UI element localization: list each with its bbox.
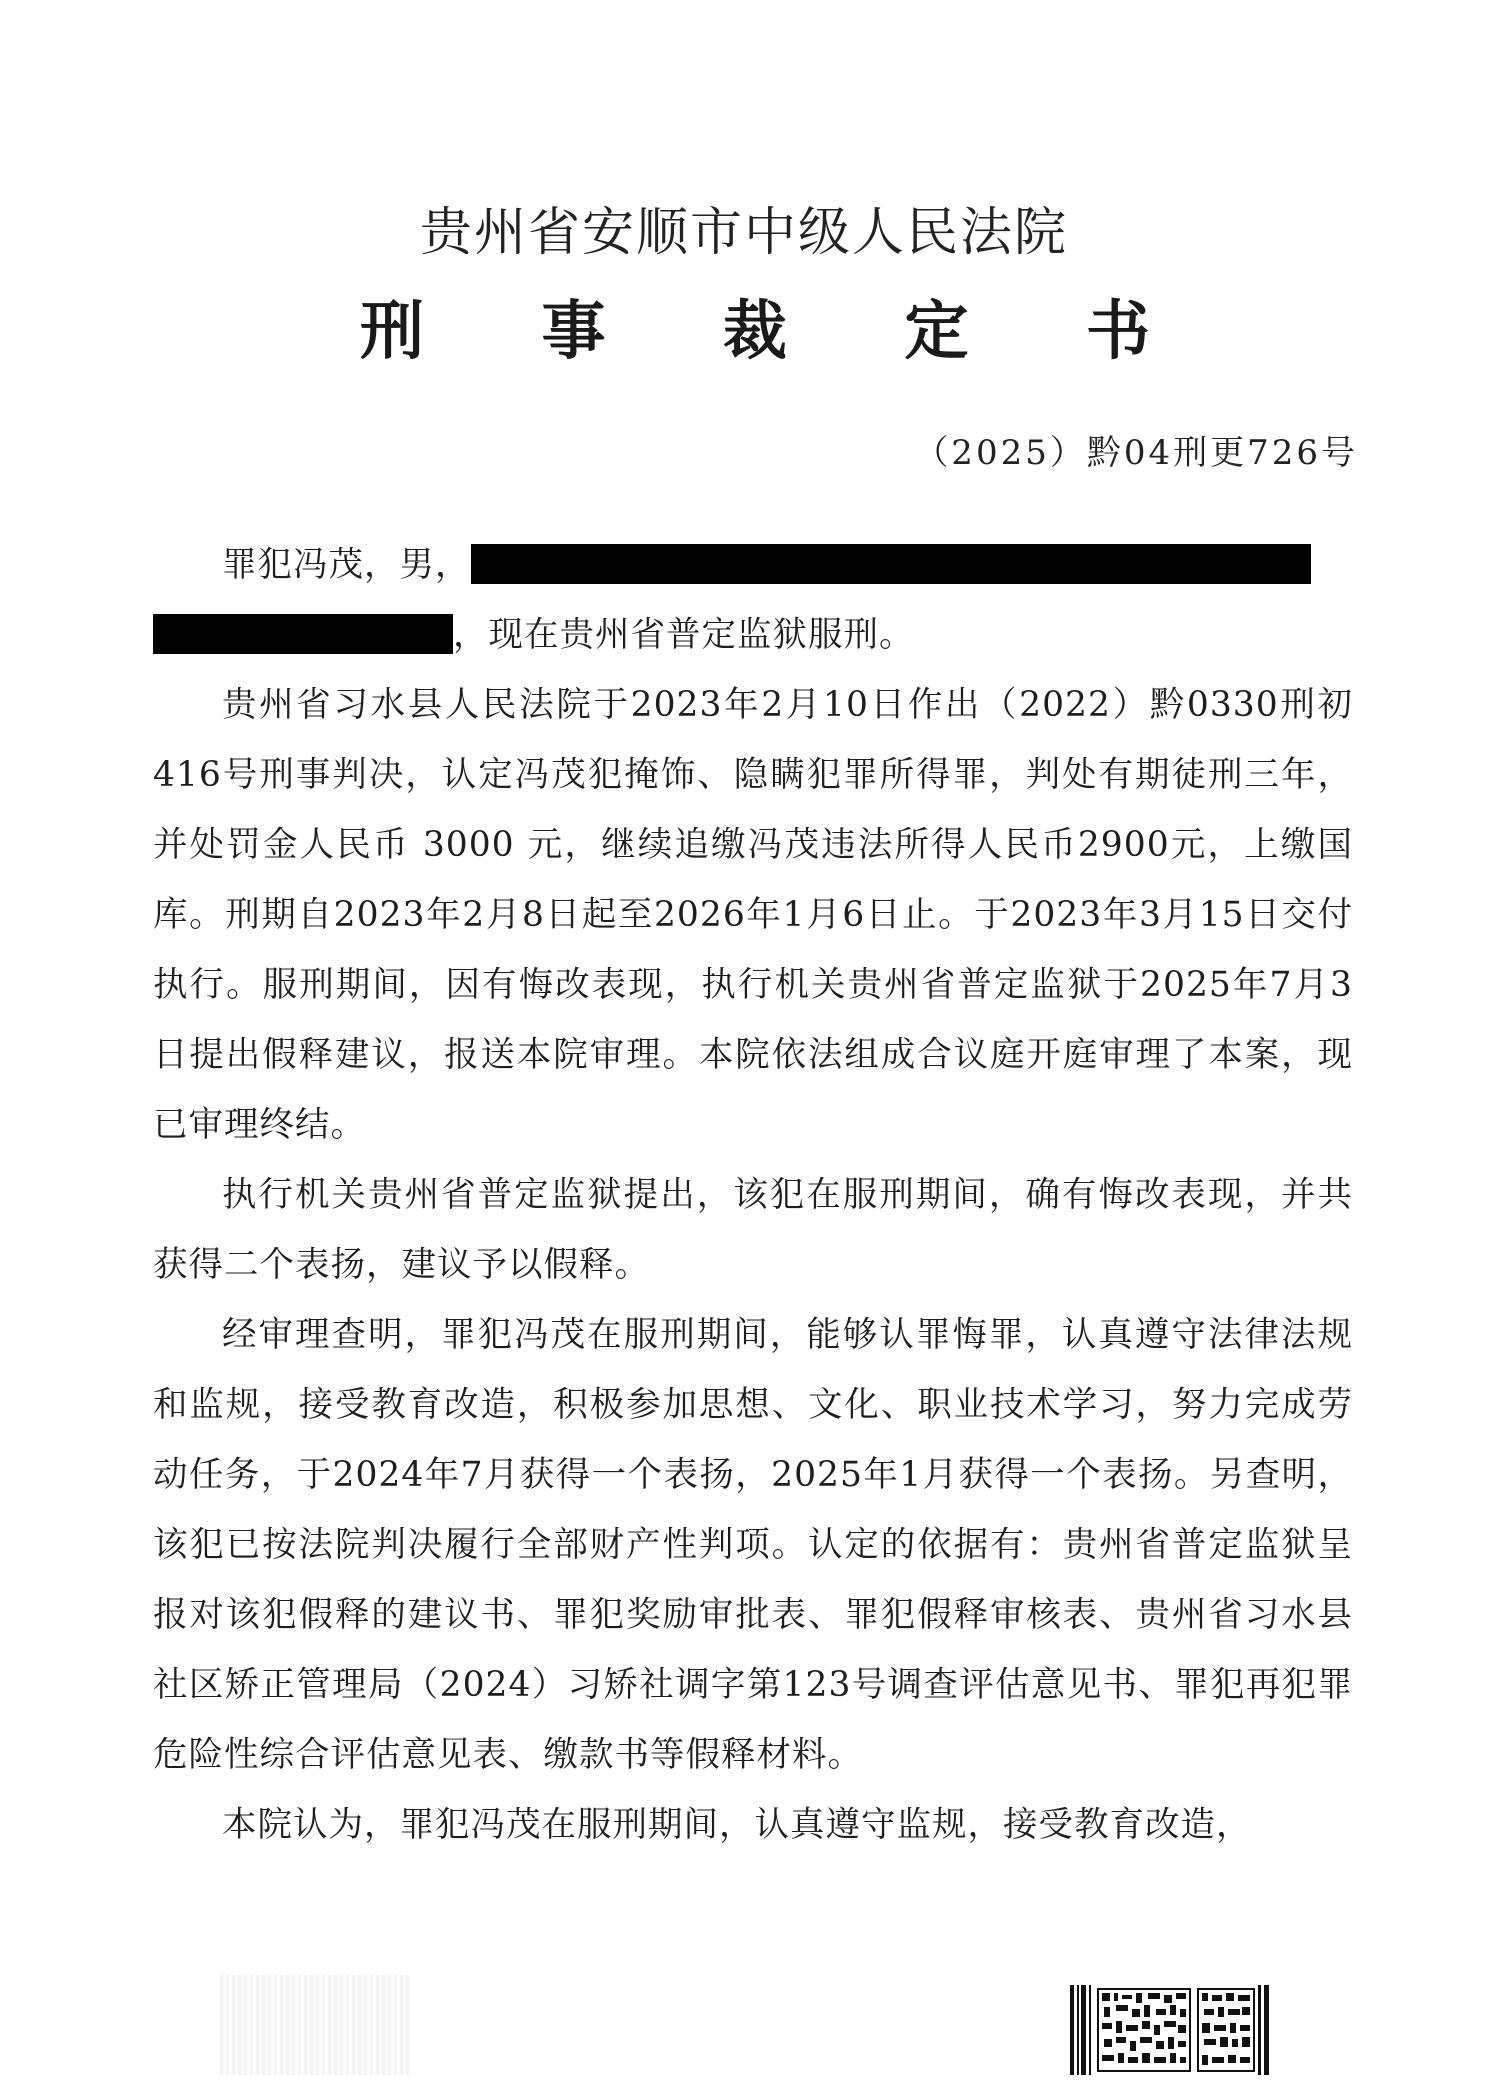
- redaction-box: [471, 544, 1311, 584]
- barcode-qr-icon: [1070, 1985, 1270, 2075]
- redaction-box: [153, 614, 453, 654]
- paragraph-original-judgment: 贵州省习水县人民法院于2023年2月10日作出（2022）黔0330刑初416号刑事判决，认定冯茂犯掩饰、隐瞒犯罪所得罪，判处有期徒刑三年，并处罚金人民币 3000 元，继续追缴冯茂违法所得人民币2900元，上缴国库。刑期自2023年2月8日起至2026年1月6日止。于2023年3月15日交付执行。服刑期间，因有悔改表现，执行机关贵州省普定监狱于2025年7月3日提出假释建议，报送本院审理。本院依法组成合议庭开庭审理了本案，现已审理终结。: [153, 685, 1353, 1145]
- case-number: （2025）黔04刑更726号: [914, 433, 1358, 473]
- title-char: 书: [1086, 295, 1150, 369]
- paragraph-defendant: [153, 530, 1353, 600]
- paragraph-defendant-cont: [153, 600, 1353, 670]
- defendant-status: ，现在贵州省普定监狱服刑。: [453, 615, 915, 655]
- paragraph-findings: 经审理查明，罪犯冯茂在服刑期间，能够认罪悔罪，认真遵守法律法规和监规，接受教育改造，积极参加思想、文化、职业技术学习，努力完成劳动任务，于2024年7月获得一个表扬，2025年1月获得一个表扬。另查明，该犯已按法院判决履行全部财产性判项。认定的依据有：贵州省普定监狱呈报对该犯假释的建议书、罪犯奖励审批表、罪犯假释审核表、贵州省习水县社区矫正管理局（2024）习矫社调字第123号调查评估意见书、罪犯再犯罪危险性综合评估意见表、缴款书等假释材料。: [153, 1315, 1353, 1775]
- faint-stamp: [220, 1975, 410, 2075]
- paragraph-court-opinion: 本院认为，罪犯冯茂在服刑期间，认真遵守监规，接受教育改造，: [222, 1805, 1252, 1845]
- title-char: 事: [541, 295, 606, 369]
- court-name: 贵州省安顺市中级人民法院: [419, 203, 1068, 263]
- defendant-intro: 罪犯冯茂，男，: [222, 545, 471, 585]
- document-title: [360, 280, 1150, 372]
- paragraph-proposal: 执行机关贵州省普定监狱提出，该犯在服刑期间，确有悔改表现，并共获得二个表扬，建议予以假释。: [153, 1175, 1353, 1285]
- barcode-graphic: [1070, 1985, 1270, 2075]
- title-char: 裁: [723, 295, 787, 369]
- document-body: [153, 530, 1353, 1860]
- title-char: 刑: [360, 295, 424, 369]
- title-char: 定: [904, 295, 969, 369]
